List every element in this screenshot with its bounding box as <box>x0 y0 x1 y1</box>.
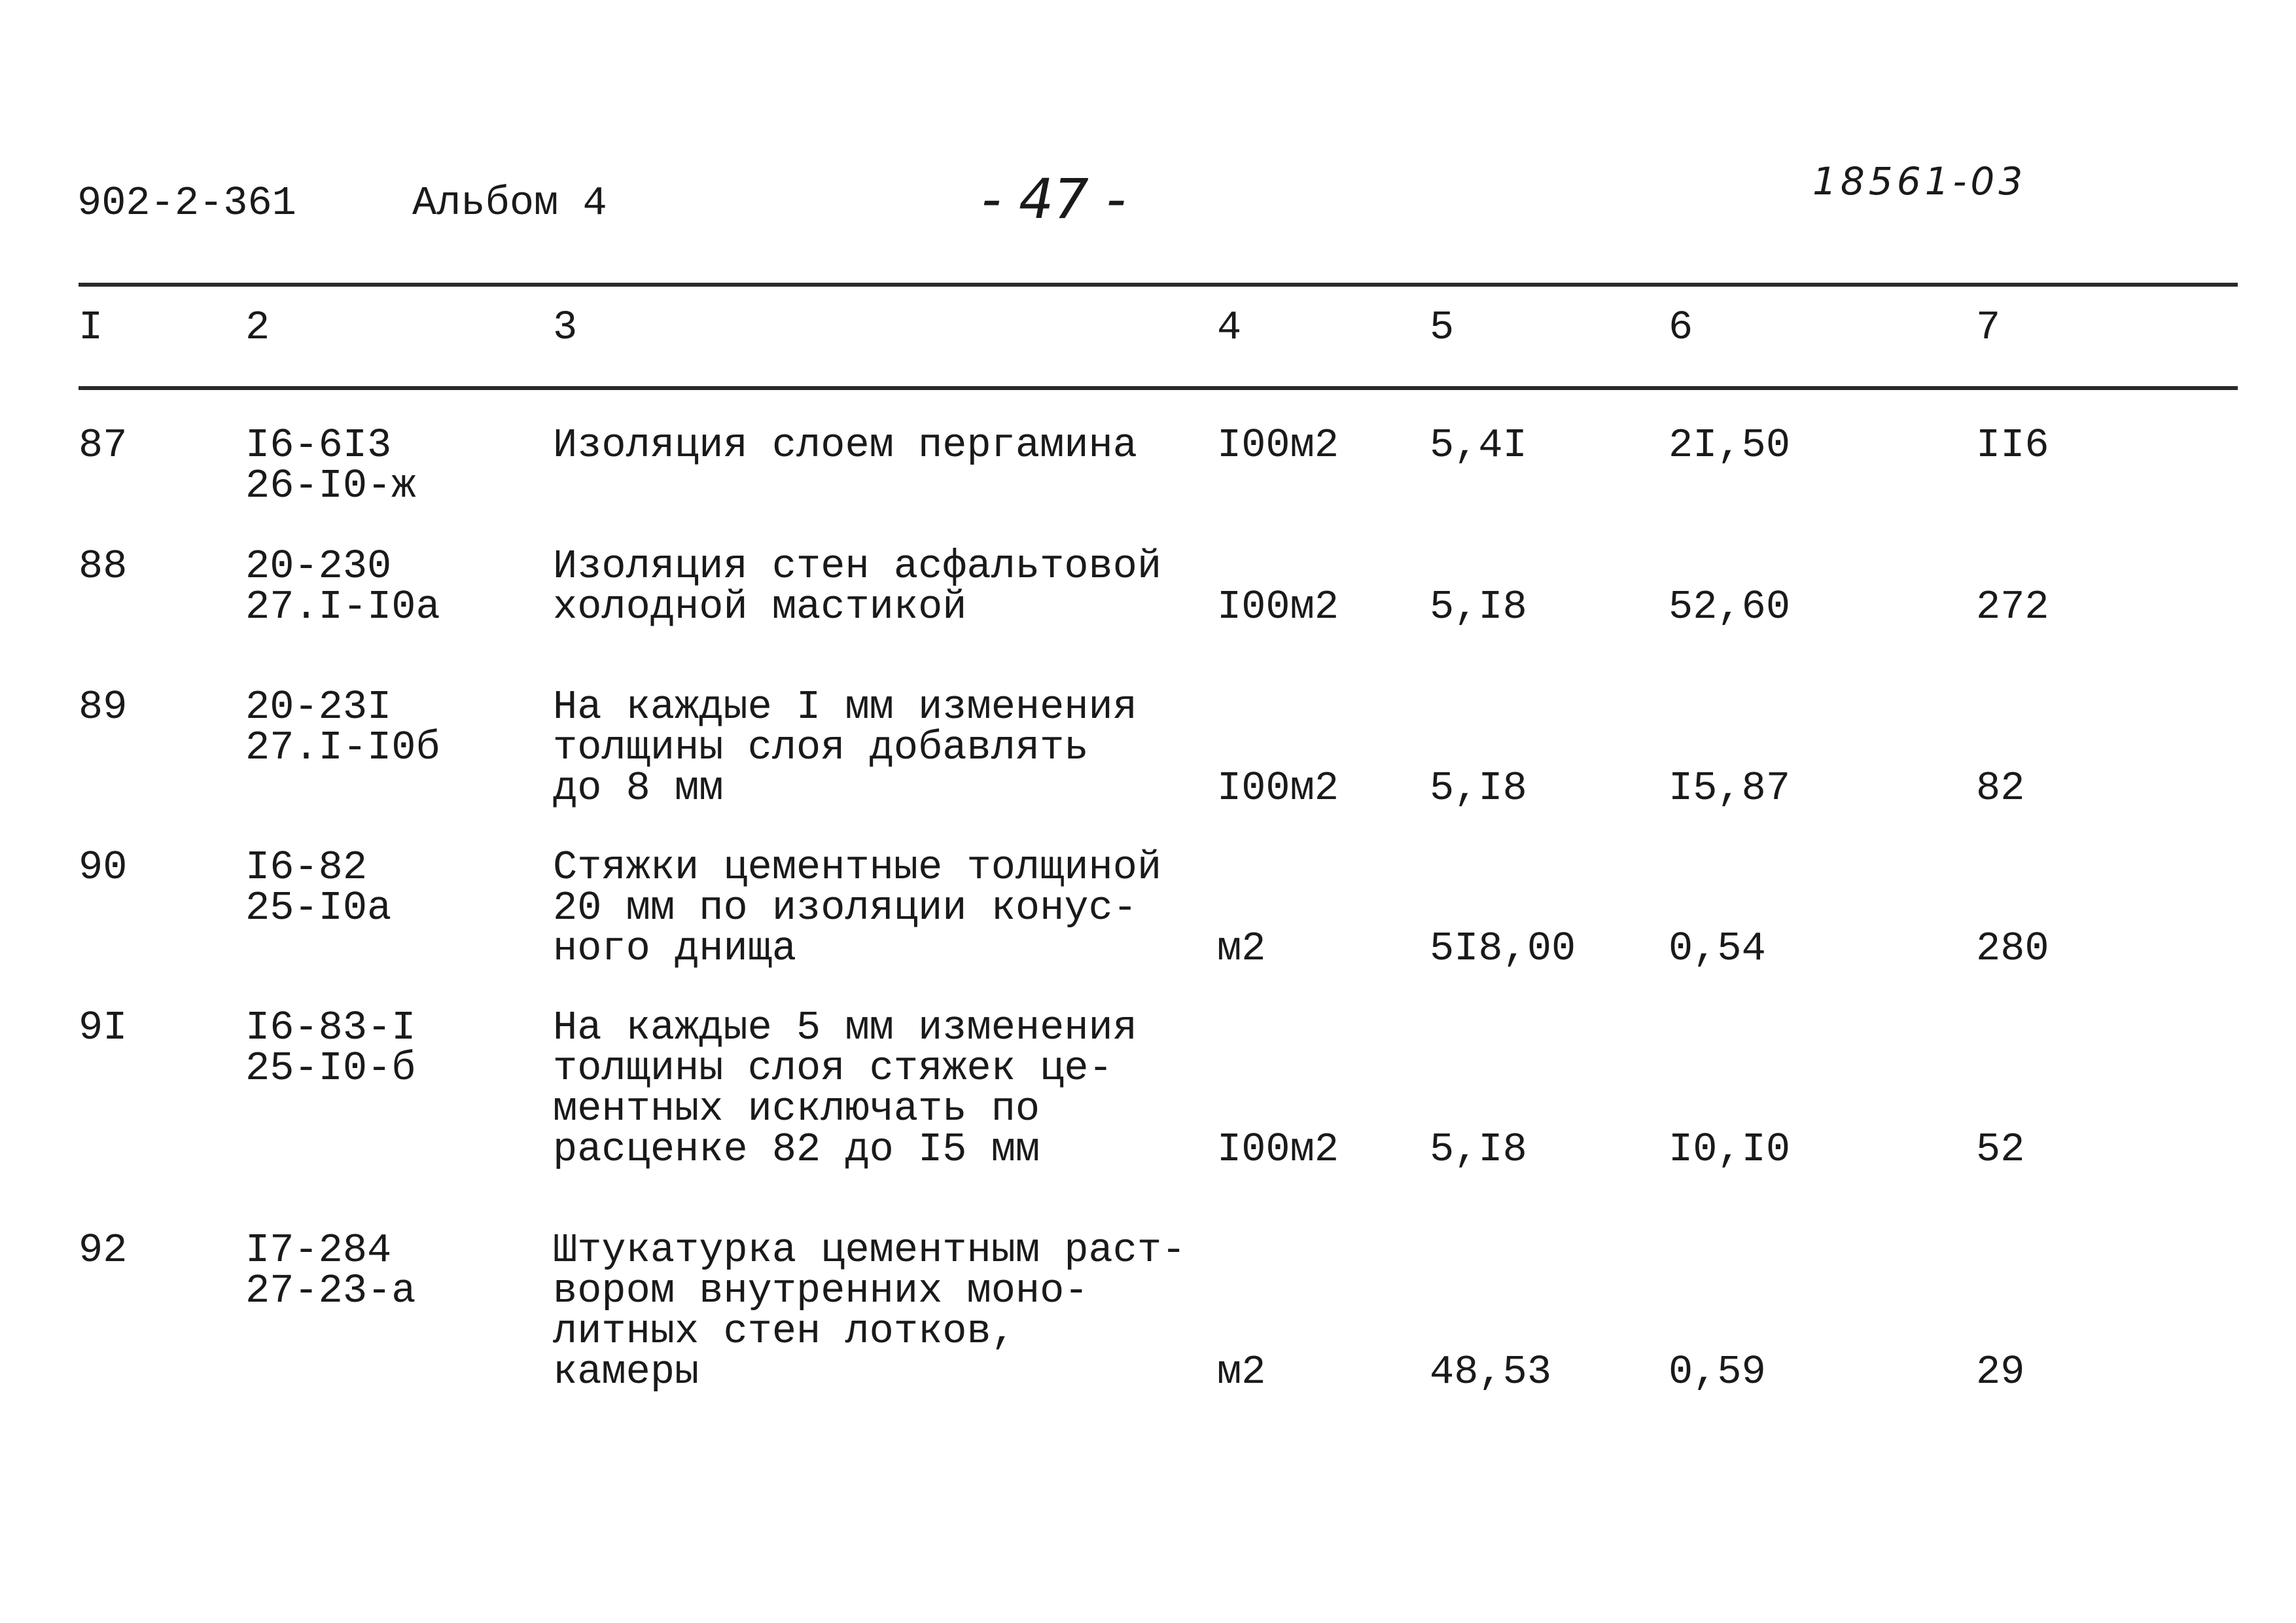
column-header-5: 5 <box>1430 304 1455 351</box>
unit: I00м2 <box>1217 584 1339 630</box>
rate-code: I6-83-I 25-I0-б <box>245 1005 416 1092</box>
rate-code: I6-82 25-I0а <box>245 844 392 931</box>
column-header-4: 4 <box>1217 304 1242 351</box>
column-header-2: 2 <box>245 304 270 351</box>
total: 82 <box>1976 765 2025 812</box>
unit-price: 0,54 <box>1669 925 1766 972</box>
rate-code: I7-284 27-23-а <box>245 1227 416 1314</box>
unit: I00м2 <box>1217 765 1339 812</box>
page-number: - 47 - <box>981 167 1126 231</box>
unit: м2 <box>1217 1349 1266 1395</box>
quantity: 5,4I <box>1430 422 1527 469</box>
unit-price: 52,60 <box>1669 584 1791 630</box>
quantity: 5,I8 <box>1430 1126 1527 1173</box>
work-description: Изоляция слоем пергамина <box>553 422 1137 469</box>
total: 280 <box>1976 925 2049 972</box>
row-number: 88 <box>79 543 128 590</box>
unit-price: I5,87 <box>1669 765 1791 812</box>
total: II6 <box>1976 422 2049 469</box>
row-number: 89 <box>79 684 128 730</box>
column-header-6: 6 <box>1669 304 1693 351</box>
row-number: 87 <box>79 422 128 469</box>
total: 272 <box>1976 584 2049 630</box>
quantity: 5,I8 <box>1430 765 1527 812</box>
quantity: 48,53 <box>1430 1349 1552 1395</box>
document-id-handwritten: 18561-03 <box>1812 159 2027 204</box>
row-number: 90 <box>79 844 128 891</box>
row-number: 92 <box>79 1227 128 1274</box>
work-description: Изоляция стен асфальтовой холодной мастикой <box>553 543 1162 630</box>
quantity: 5,I8 <box>1430 584 1527 630</box>
work-description: Стяжки цементные толщиной 20 мм по изоляции конус- ного днища <box>553 844 1162 972</box>
row-number: 9I <box>79 1005 128 1051</box>
total: 29 <box>1976 1349 2025 1395</box>
unit-price: 0,59 <box>1669 1349 1766 1395</box>
rate-code: 20-230 27.I-I0а <box>245 543 440 630</box>
album-label: Альбом 4 <box>412 180 607 226</box>
quantity: 5I8,00 <box>1430 925 1576 972</box>
unit-price: I0,I0 <box>1669 1126 1791 1173</box>
work-description: Штукатурка цементным раст- вором внутренних моно- литных стен лотков, камеры <box>553 1227 1186 1395</box>
rate-code: I6-6I3 26-I0-ж <box>245 422 416 509</box>
unit: I00м2 <box>1217 1126 1339 1173</box>
column-header-7: 7 <box>1976 304 2001 351</box>
table-top-rule <box>79 283 2238 287</box>
rate-code: 20-23I 27.I-I0б <box>245 684 440 771</box>
column-header-3: 3 <box>553 304 578 351</box>
work-description: На каждые 5 мм изменения толщины слоя стяжек це- ментных исключать по расценке 82 до I5 мм <box>553 1005 1137 1173</box>
column-header-1: I <box>79 304 103 351</box>
total: 52 <box>1976 1126 2025 1173</box>
unit-price: 2I,50 <box>1669 422 1791 469</box>
table-header-rule <box>79 386 2238 390</box>
unit: м2 <box>1217 925 1266 972</box>
document-number: 902-2-361 <box>77 180 296 226</box>
work-description: На каждые I мм изменения толщины слоя добавлять до 8 мм <box>553 684 1137 812</box>
unit: I00м2 <box>1217 422 1339 469</box>
